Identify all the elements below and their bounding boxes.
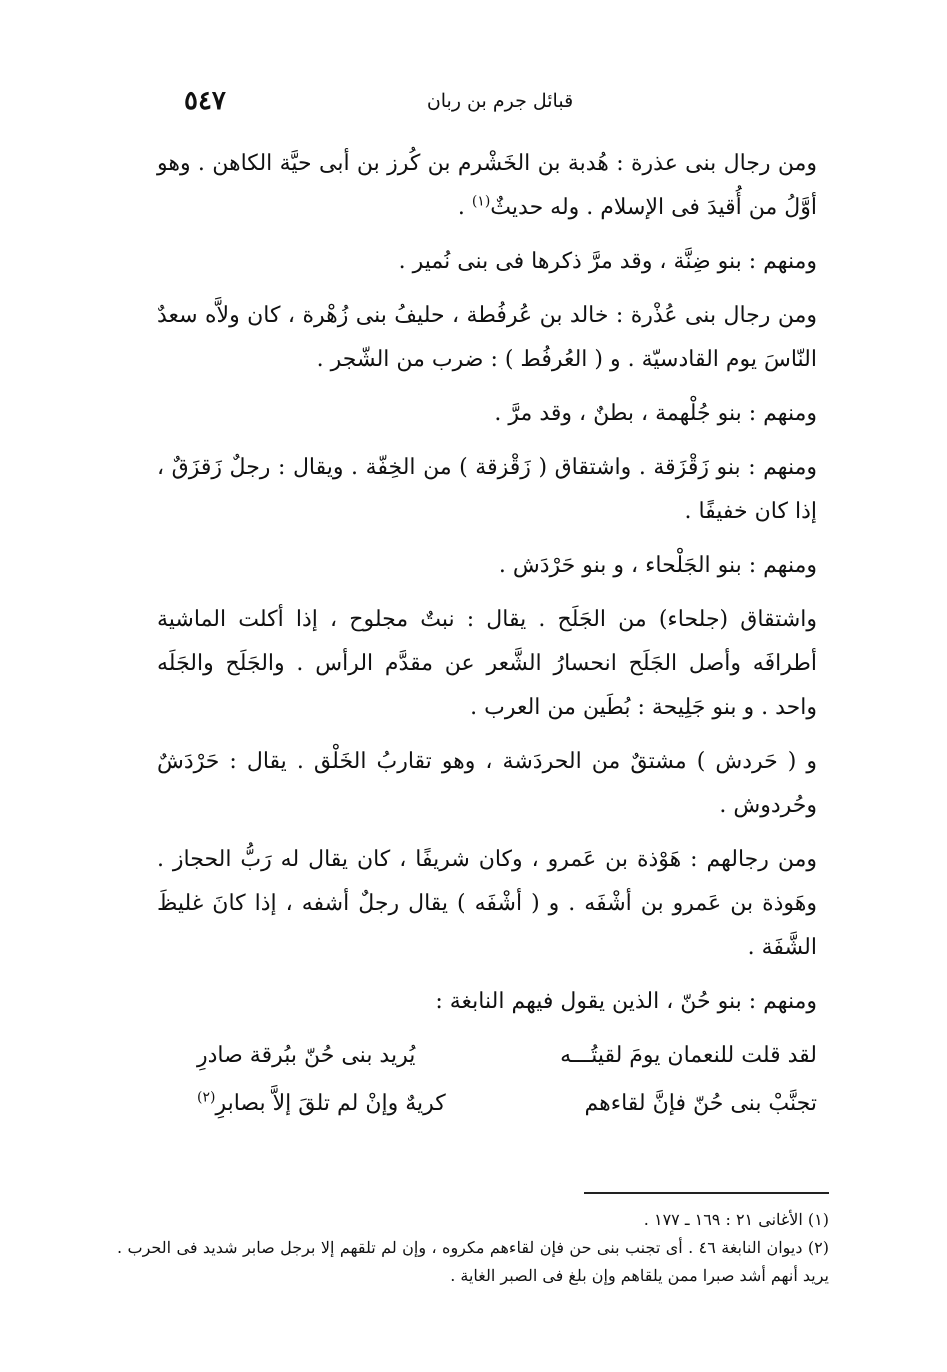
footnote-divider: [584, 1192, 829, 1194]
poem-line: [157, 1034, 817, 1078]
running-title: قبائل جرم بن ربان: [426, 90, 574, 112]
poem: [157, 1034, 817, 1126]
page-number: ٥٤٧: [184, 86, 226, 116]
page-header: [170, 86, 830, 118]
poem-hemistich-second: يُريد بنى حُنّ ببُرقة صادرِ: [197, 1043, 416, 1068]
footnote-2: (٢) ديوان النابغة ٤٦ . أى تجنب بنى حن فإن لقاءهم مكروه ، وإن لم تلقهم إلا برجل صابر شديد فى الحرب . يريد أنهم أشد صبرا ممن يلقاهم وإن بلغ فى الصبر الغاية .: [117, 1238, 830, 1285]
footnote-ref-1: (١): [471, 193, 491, 210]
paragraph-hudba: [157, 142, 817, 230]
paragraph-julhuma: ومنهم : بنو جُلْهمة ، بطنٌ ، وقد مرَّ .: [494, 401, 817, 426]
poem-hemistich-second: [197, 1082, 446, 1126]
paragraph-dinna: ومنهم : بنو ضِنَّة ، وقد مرَّ ذكرها فى بنى نُمير .: [398, 249, 817, 274]
paragraph-hawdha: ومن رجالهم : هَوْذة بن عَمرو ، وكان شريفًا ، كان يقال له رَبُّ الحجاز . وهَوذة بن عَمرو بن أشْفَه . و ( أشْفَه ) يقال رجلٌ أشفه ، إذا كانَ غليظَ الشَّفَة .: [157, 847, 817, 960]
paragraph-jalah-etymology: واشتقاق (جلحاء) من الجَلَح . يقال : نبتٌ مجلوح ، إذا أكلت الماشية أطرافَه وأصل الجَلَح انحسارُ الشَّعر عن مقدَّم الرأس . والجَلَح والجَلَه واحد . و بنو جَلِيحة : بُطَين من العرب .: [157, 607, 817, 720]
footnote-ref-2: (٢): [197, 1089, 216, 1106]
paragraph-hunn: ومنهم : بنو حُنّ ، الذين يقول فيهم النابغة :: [435, 989, 817, 1014]
poem-line: [157, 1082, 817, 1126]
paragraph-text: ومن رجال بنى عذرة : هُدبة بن الخَشْرم بن كُرز بن أبى حيَّة الكاهن . وهو أوَّلُ من أُقيدَ فى الإسلام . وله حديثٌ: [157, 151, 817, 220]
paragraph-end: .: [457, 195, 472, 220]
paragraph-khalid: ومن رجال بنى عُذْرة : خالد بن عُرفُطة ، حليفُ بنى زُهْرة ، كان ولاَّه سعدٌ النّاسَ يوم القادسيّة . و ( العُرفُط ) : ضرب من الشّجر .: [157, 303, 817, 372]
paragraph-zaqzaqa: ومنهم : بنو زَقْزَقة . واشتقاق ( زَقْزقة ) من الخِفّة . ويقال : رجلٌ زَقزَقٌ ، إذا كان خفيفًا .: [157, 455, 817, 524]
footnotes: [117, 1192, 829, 1290]
poem-hemistich-first: لقد قلت للنعمان يومَ لقيتُـــه: [560, 1043, 817, 1068]
hemistich-text: كريهٌ وإنْ لم تلقَ إلاَّ بصابرِ: [215, 1091, 446, 1116]
footnote-1: (١) الأغانى ٢١ : ١٦٩ ـ ١٧٧ .: [643, 1210, 829, 1229]
paragraph-hardash: و ( حَردش ) مشتقٌ من الحردَشة ، وهو تقاربُ الخَلْق . يقال : حَرْدَشٌ وحُردوش .: [157, 749, 817, 818]
paragraph-jalha: ومنهم : بنو الجَلْحاء ، و بنو حَرْدَش .: [498, 553, 817, 578]
main-text: [157, 142, 817, 1130]
poem-hemistich-first: تجنَّبْ بنى حُنّ فإنَّ لقاءهم: [584, 1091, 817, 1116]
